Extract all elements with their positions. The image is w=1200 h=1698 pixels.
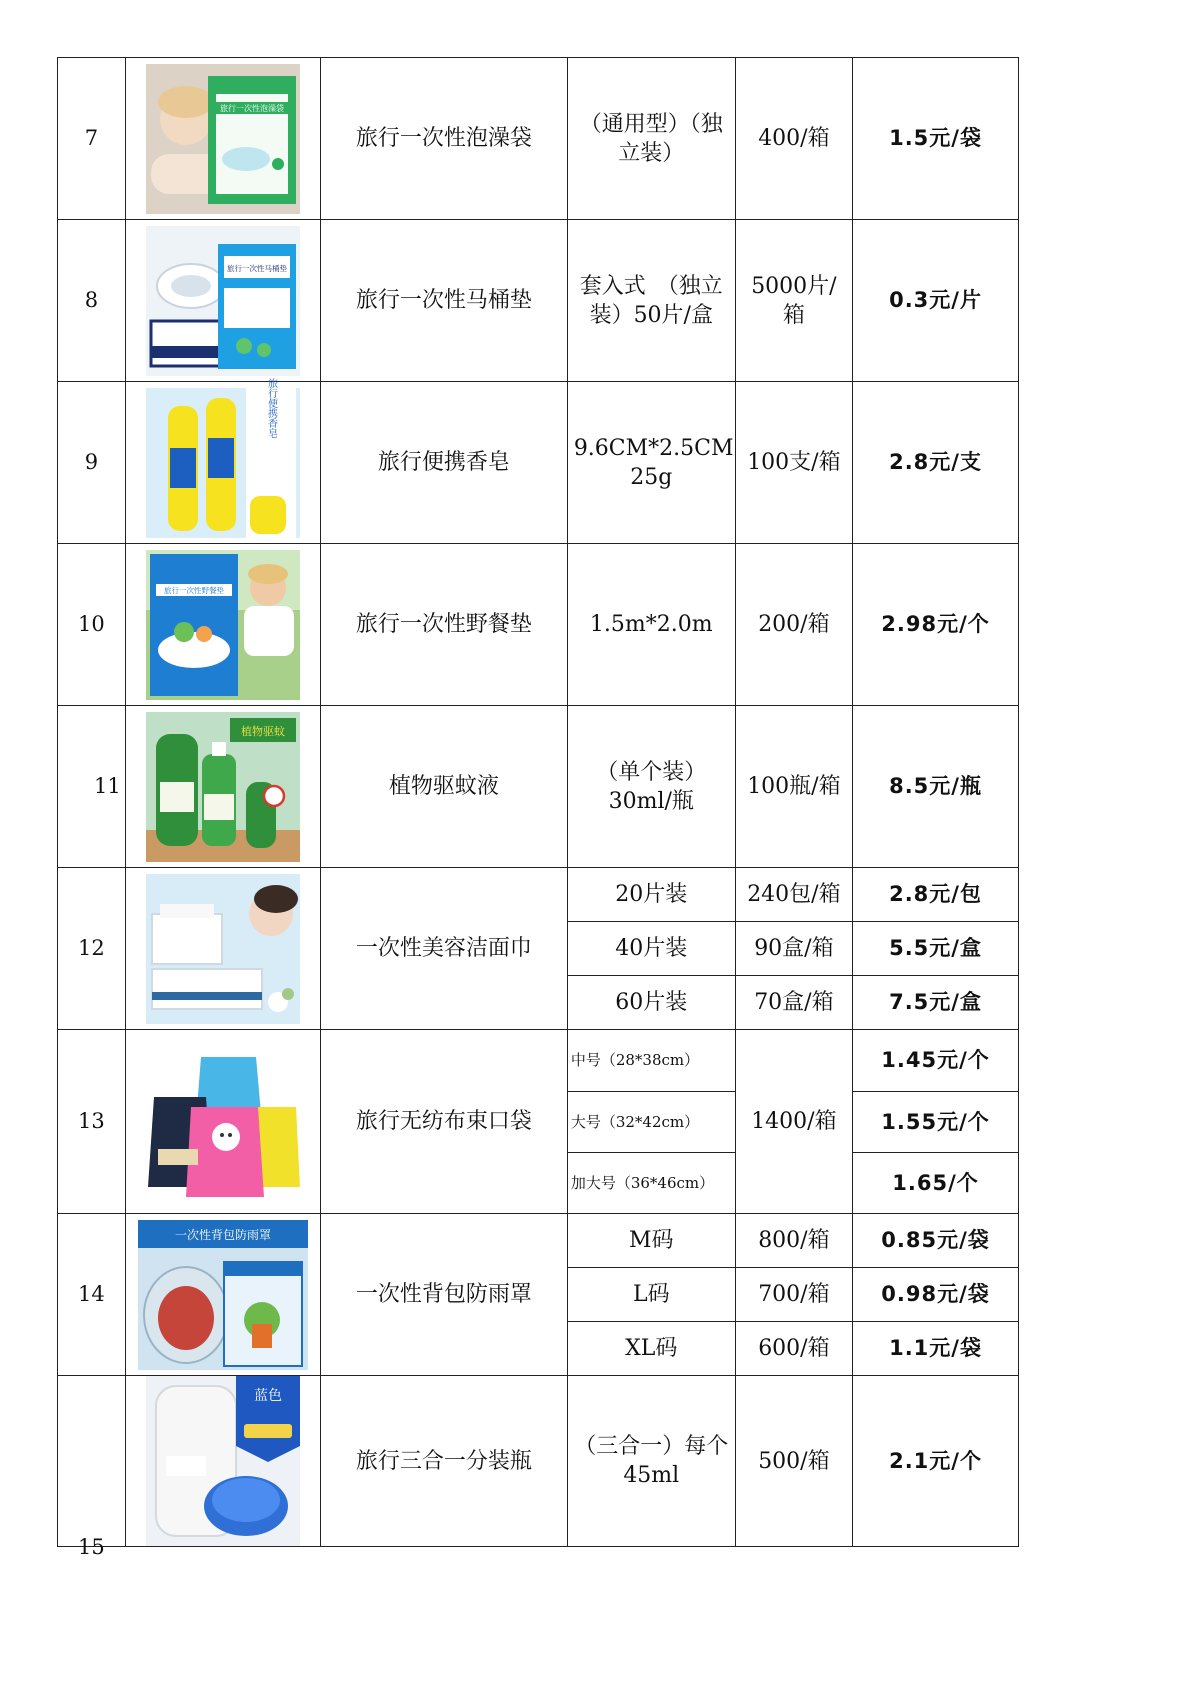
- product-pack: 200/箱: [735, 544, 852, 706]
- svg-text:旅行一次性马桶垫: 旅行一次性马桶垫: [226, 263, 287, 273]
- product-price: 1.55元/个: [853, 1092, 1019, 1153]
- product-name: 旅行无纺布束口袋: [321, 1030, 568, 1214]
- bath-bag-product-photo: [146, 64, 300, 214]
- product-spec: 20片装: [567, 868, 735, 922]
- table-row: [58, 1376, 1019, 1547]
- product-price: 1.45元/个: [853, 1030, 1019, 1092]
- product-spec: L码: [567, 1268, 735, 1322]
- product-name: 旅行一次性泡澡袋: [321, 58, 568, 220]
- svg-text:蓝色: 蓝色: [253, 1388, 282, 1404]
- product-price: 1.5元/袋: [853, 58, 1019, 220]
- backpack-rain-cover-product-photo: [138, 1220, 308, 1370]
- product-image: [125, 1214, 320, 1376]
- table-row: [58, 544, 1019, 706]
- product-spec: 40片装: [567, 922, 735, 976]
- product-image: [125, 868, 320, 1030]
- product-price: 2.1元/个: [853, 1376, 1019, 1547]
- product-price: 1.65/个: [853, 1153, 1019, 1214]
- product-price: 2.98元/个: [853, 544, 1019, 706]
- product-spec: XL码: [567, 1322, 735, 1376]
- row-number: 11: [58, 706, 126, 868]
- product-price: 0.3元/片: [853, 220, 1019, 382]
- product-pack: 1400/箱: [735, 1030, 852, 1214]
- svg-text:植物驱蚊: 植物驱蚊: [240, 724, 285, 738]
- product-spec: （通用型）（独立装）: [567, 58, 735, 220]
- product-price: 2.8元/包: [853, 868, 1019, 922]
- product-pack: 240包/箱: [735, 868, 852, 922]
- product-pack: 100支/箱: [735, 382, 852, 544]
- product-spec: 1.5m*2.0m: [567, 544, 735, 706]
- product-price: 0.85元/袋: [853, 1214, 1019, 1268]
- product-pack: 700/箱: [735, 1268, 852, 1322]
- product-pack: 70盒/箱: [735, 976, 852, 1030]
- table-row: [58, 1214, 1019, 1268]
- row-number: 15: [58, 1376, 126, 1547]
- product-spec: 套入式 （独立装）50片/盒: [567, 220, 735, 382]
- svg-text:旅行一次性泡澡袋: 旅行一次性泡澡袋: [219, 103, 284, 113]
- product-name: 旅行一次性马桶垫: [321, 220, 568, 382]
- product-price: 1.1元/袋: [853, 1322, 1019, 1376]
- svg-text:旅行便携香皂: 旅行便携香皂: [265, 377, 277, 438]
- table-row: [58, 1030, 1019, 1092]
- product-spec: 加大号（36*46cm）: [567, 1153, 735, 1214]
- product-price-table: [57, 57, 1019, 1559]
- product-image: [125, 706, 320, 868]
- product-spec: （单个装）30ml/瓶: [567, 706, 735, 868]
- product-pack: 600/箱: [735, 1322, 852, 1376]
- table-row: [58, 382, 1019, 544]
- svg-text:旅行一次性野餐垫: 旅行一次性野餐垫: [163, 585, 224, 595]
- three-in-one-bottle-product-photo: [146, 1376, 300, 1546]
- product-pack: 400/箱: [735, 58, 852, 220]
- product-name: 一次性美容洁面巾: [321, 868, 568, 1030]
- product-pack: 90盒/箱: [735, 922, 852, 976]
- picnic-mat-product-photo: [146, 550, 300, 700]
- table-row: [58, 868, 1019, 922]
- product-name: 植物驱蚊液: [321, 706, 568, 868]
- row-number: 9: [58, 382, 126, 544]
- row-number: 13: [58, 1030, 126, 1214]
- product-price: 7.5元/盒: [853, 976, 1019, 1030]
- row-number: 8: [58, 220, 126, 382]
- product-price: 8.5元/瓶: [853, 706, 1019, 868]
- row-number: 7: [58, 58, 126, 220]
- product-name: 一次性背包防雨罩: [321, 1214, 568, 1376]
- product-spec: （三合一）每个45ml: [567, 1376, 735, 1547]
- product-price: 5.5元/盒: [853, 922, 1019, 976]
- product-name: 旅行一次性野餐垫: [321, 544, 568, 706]
- face-towel-product-photo: [146, 874, 300, 1024]
- product-price: 0.98元/袋: [853, 1268, 1019, 1322]
- product-pack: 800/箱: [735, 1214, 852, 1268]
- product-name: 旅行便携香皂: [321, 382, 568, 544]
- product-spec: 中号（28*38cm）: [567, 1030, 735, 1092]
- product-price: 2.8元/支: [853, 382, 1019, 544]
- product-image: [125, 220, 320, 382]
- product-name: 旅行三合一分装瓶: [321, 1376, 568, 1547]
- table-row: [58, 220, 1019, 382]
- toilet-seat-cover-product-photo: [146, 226, 300, 376]
- row-number: 14: [58, 1214, 126, 1376]
- product-pack: 100瓶/箱: [735, 706, 852, 868]
- row-number: 12: [58, 868, 126, 1030]
- product-spec: 9.6CM*2.5CM 25g: [567, 382, 735, 544]
- drawstring-bag-product-photo: [146, 1037, 300, 1207]
- row-number: 10: [58, 544, 126, 706]
- product-image: [125, 1030, 320, 1214]
- portable-soap-product-photo: [146, 377, 300, 538]
- product-image: [125, 377, 320, 544]
- table-row: [58, 706, 1019, 868]
- svg-text:一次性背包防雨罩: 一次性背包防雨罩: [174, 1227, 271, 1242]
- product-table-sheet: [57, 57, 1019, 1559]
- product-image: [125, 1376, 320, 1547]
- product-image: [125, 58, 320, 220]
- product-spec: 大号（32*42cm）: [567, 1092, 735, 1153]
- mosquito-repellent-product-photo: [146, 712, 300, 862]
- product-image: [125, 544, 320, 706]
- product-pack: 500/箱: [735, 1376, 852, 1547]
- product-spec: 60片装: [567, 976, 735, 1030]
- table-row: [58, 58, 1019, 220]
- product-spec: M码: [567, 1214, 735, 1268]
- product-pack: 5000片/箱: [735, 220, 852, 382]
